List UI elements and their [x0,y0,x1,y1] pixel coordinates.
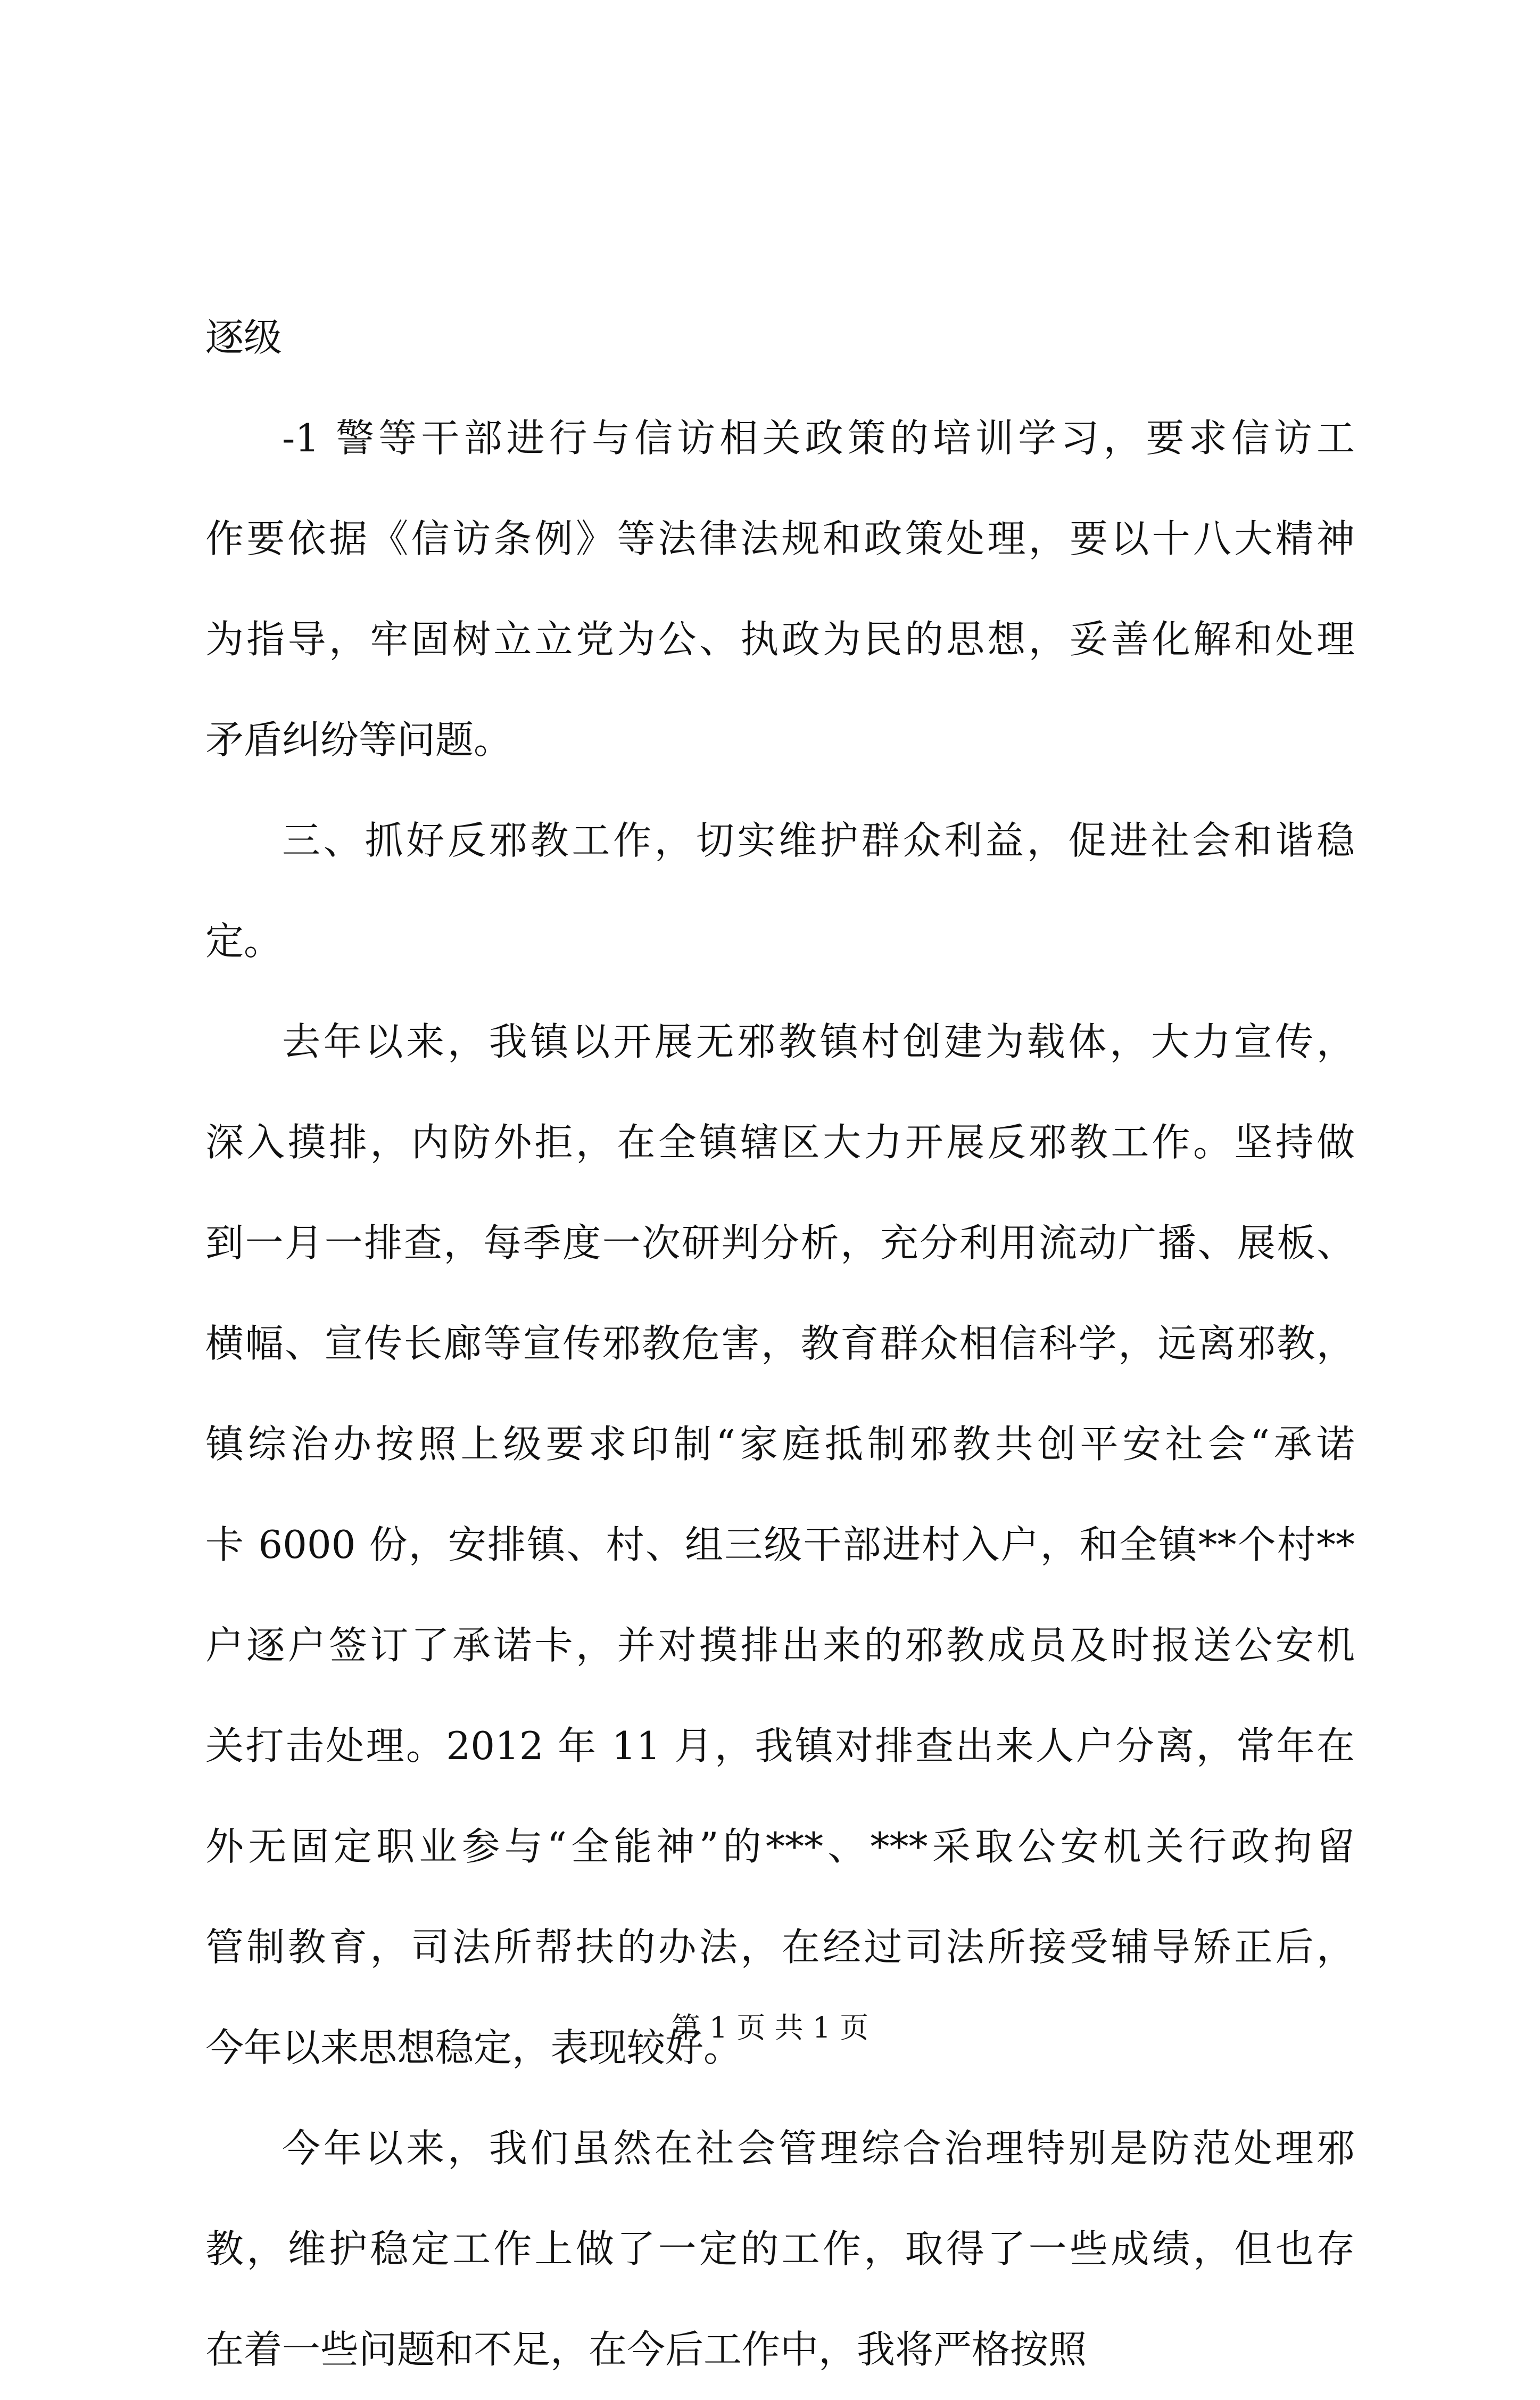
text-line: 关打击处理。2012 年 11 月，我镇对排查出来人户分离，常年在 [205,1723,1355,1768]
text-line: 今年以来思想稳定，表现较好。 [205,2025,742,2070]
document-body [205,287,1355,2400]
text-line: 三、抓好反邪教工作，切实维护群众利益，促进社会和谐稳 [282,818,1355,863]
text-line: 到一月一排查，每季度一次研判分析，充分利用流动广播、展板、 [205,1220,1355,1265]
text-line: 镇综治办按照上级要求印制“家庭抵制邪教共创平安社会“承诺 [205,1422,1355,1466]
page-footer: 第 1 页 共 1 页 [671,2011,869,2044]
text-line: 在着一些问题和不足，在今后工作中，我将严格按照 [205,2327,1087,2372]
text-line: 外无固定职业参与“全能神”的***、***采取公安机关行政拘留 [205,1824,1355,1869]
text-line: 户逐户签订了承诺卡，并对摸排出来的邪教成员及时报送公安机 [205,1623,1355,1668]
text-line: 卡 6000 份，安排镇、村、组三级干部进村入户，和全镇**个村** [205,1522,1355,1567]
text-line: 矛盾纠纷等问题。 [205,717,512,762]
text-line: -1 警等干部进行与信访相关政策的培训学习，要求信访工 [282,416,1355,460]
text-line: 今年以来，我们虽然在社会管理综合治理特别是防范处理邪 [282,2126,1355,2171]
text-line: 定。 [205,919,283,963]
text-line: 教，维护稳定工作上做了一定的工作，取得了一些成绩，但也存 [205,2226,1355,2271]
text-line: 为指导，牢固树立立党为公、执政为民的思想，妥善化解和处理 [205,617,1355,662]
text-line: 管制教育，司法所帮扶的办法，在经过司法所接受辅导矫正后， [205,1925,1355,1969]
text-line: 去年以来，我镇以开展无邪教镇村创建为载体，大力宣传， [282,1019,1355,1064]
text-line: 横幅、宣传长廊等宣传邪教危害，教育群众相信科学，远离邪教， [205,1321,1355,1366]
text-line: 作要依据《信访条例》等法律法规和政策处理，要以十八大精神 [205,516,1355,561]
text-line: 深入摸排，内防外拒，在全镇辖区大力开展反邪教工作。坚持做 [205,1120,1355,1165]
text-line: 逐级 [205,315,283,360]
